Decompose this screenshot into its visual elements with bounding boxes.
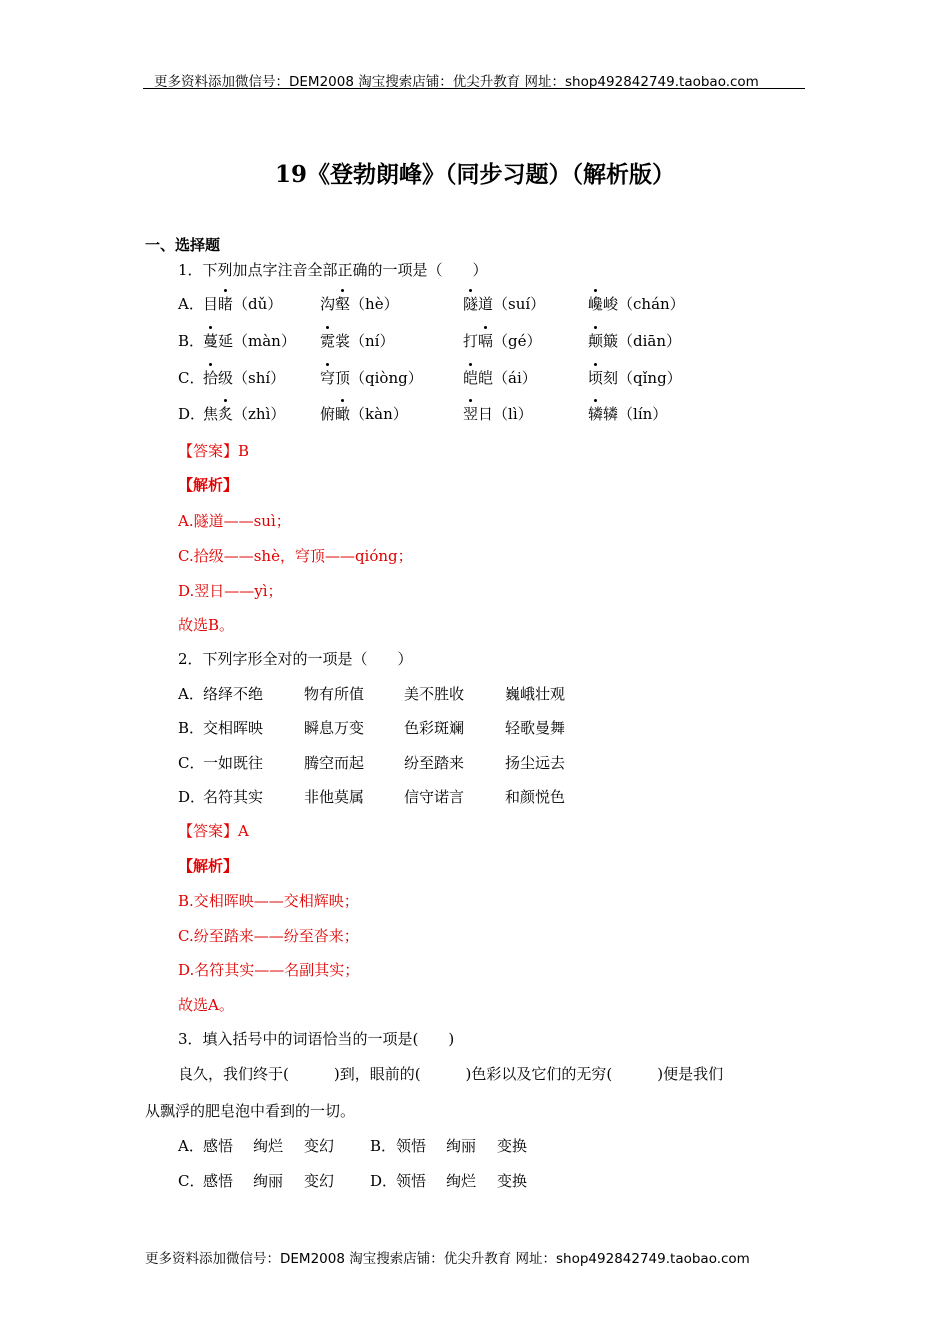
q2-option-item: 和颜悦色: [505, 788, 566, 806]
page-title: 19《登勃朗峰》（同步习题）（解析版）: [274, 161, 675, 188]
emphasis-dot-char: 瞰: [335, 405, 351, 423]
q1-option-item: 蔓延（màn）: [203, 332, 296, 350]
q2-stem: 2．下列字形全对的一项是（ ）: [178, 650, 413, 668]
q1-analysis-line: A.隧道——suì；: [178, 512, 291, 530]
q3-option-item: 感悟: [203, 1172, 234, 1190]
q1-option-label: B．: [178, 332, 205, 350]
emphasis-dot-char: 颠: [588, 332, 604, 350]
q1-option-item: 沟壑（hè）: [320, 295, 399, 313]
q1-conclusion: 故选B。: [178, 616, 235, 634]
q3-option-item: 绚烂: [446, 1172, 477, 1190]
q1-analysis-line: C.拾级——shè，穹顶——qióng；: [178, 547, 413, 565]
q2-option-item: 扬尘远去: [505, 754, 566, 772]
q2-option-label: A．: [178, 685, 204, 703]
q2-analysis-line: D.名符其实——名副其实；: [178, 961, 360, 979]
q3-option-item: 绚丽: [253, 1172, 284, 1190]
q2-option-label: B．: [178, 719, 205, 737]
q1-option-item: 霓裳（ní）: [320, 332, 395, 350]
q2-option-item: 络绎不绝: [203, 685, 264, 703]
q1-option-item: 俯瞰（kàn）: [320, 405, 408, 423]
q2-option-item: 轻歌曼舞: [505, 719, 566, 737]
emphasis-dot-char: 穹: [320, 369, 336, 387]
section-title: 一、选择题: [145, 236, 221, 254]
emphasis-dot-char: 巉: [588, 295, 604, 313]
q3-passage-line: 良久，我们终于( )到，眼前的( )色彩以及它们的无穷( )便是我们: [178, 1065, 724, 1083]
q2-option-item: 名符其实: [203, 788, 264, 806]
emphasis-dot-char: 皑: [463, 369, 479, 387]
q2-analysis-label: 【解析】: [178, 857, 239, 875]
emphasis-dot-char: 嗝: [478, 332, 494, 350]
q3-option-label: C．: [178, 1172, 205, 1190]
q3-option-item: 变换: [497, 1137, 528, 1155]
header-rule: [143, 88, 805, 89]
q2-analysis-line: C.纷至踏来——纷至沓来；: [178, 927, 359, 945]
q1-analysis-line: D.翌日——yì；: [178, 582, 283, 600]
page-footer: 更多资料添加微信号：DEM2008 淘宝搜索店铺：优尖升教育 网址：shop492842749.taobao.com: [145, 1251, 750, 1267]
emphasis-dot-char: 隧: [463, 295, 479, 313]
emphasis-dot-char: 壑: [335, 295, 351, 313]
q2-option-item: 物有所值: [304, 685, 365, 703]
q1-option-label: D．: [178, 405, 206, 423]
q3-option-item: 变幻: [304, 1137, 335, 1155]
q3-stem: 3．填入括号中的词语恰当的一项是( ): [178, 1030, 455, 1048]
q1-analysis-label: 【解析】: [178, 476, 239, 494]
q2-option-item: 美不胜收: [404, 685, 465, 703]
q1-option-item: 皑皑（ái）: [463, 369, 537, 387]
q1-option-item: 目睹（dǔ）: [203, 295, 283, 313]
q3-option-label: A．: [178, 1137, 204, 1155]
q1-option-item: 颠簸（diān）: [588, 332, 682, 350]
q1-option-item: 巉峻（chán）: [588, 295, 685, 313]
q1-option-item: 翌日（lì）: [463, 405, 533, 423]
q3-option-item: 领悟: [396, 1137, 427, 1155]
q1-stem: 1．下列加点字注音全部正确的一项是（ ）: [178, 261, 488, 279]
q2-option-item: 瞬息万变: [304, 719, 365, 737]
emphasis-dot-char: 蔓: [203, 332, 219, 350]
q2-conclusion: 故选A。: [178, 996, 234, 1014]
q1-option-item: 拾级（shí）: [203, 369, 286, 387]
q3-option-item: 绚烂: [253, 1137, 284, 1155]
emphasis-dot-char: 炙: [218, 405, 234, 423]
q1-option-item: 打嗝（gé）: [463, 332, 542, 350]
q3-option-item: 变幻: [304, 1172, 335, 1190]
q3-option-item: 感悟: [203, 1137, 234, 1155]
q2-option-label: D．: [178, 788, 206, 806]
q1-option-item: 顷刻（qǐng）: [588, 369, 682, 387]
emphasis-dot-char: 顷: [588, 369, 604, 387]
q2-option-item: 巍峨壮观: [505, 685, 566, 703]
q2-option-item: 纷至踏来: [404, 754, 465, 772]
q3-option-label: B．: [370, 1137, 397, 1155]
emphasis-dot-char: 辚: [588, 405, 604, 423]
emphasis-dot-char: 霓: [320, 332, 336, 350]
q1-option-item: 辚辚（lín）: [588, 405, 668, 423]
q2-option-item: 一如既往: [203, 754, 264, 772]
q2-option-label: C．: [178, 754, 205, 772]
emphasis-dot-char: 翌: [463, 405, 479, 423]
emphasis-dot-char: 睹: [218, 295, 234, 313]
q3-option-label: D．: [370, 1172, 398, 1190]
q2-option-item: 交相晖映: [203, 719, 264, 737]
q2-analysis-line: B.交相晖映——交相辉映；: [178, 892, 359, 910]
q1-option-label: A．: [178, 295, 204, 313]
q1-option-label: C．: [178, 369, 205, 387]
emphasis-dot-char: 拾: [203, 369, 219, 387]
q2-option-item: 非他莫属: [304, 788, 365, 806]
q3-option-item: 变换: [497, 1172, 528, 1190]
q1-option-item: 隧道（suí）: [463, 295, 546, 313]
q1-answer: 【答案】B: [178, 442, 250, 460]
q2-option-item: 腾空而起: [304, 754, 365, 772]
q3-option-item: 绚丽: [446, 1137, 477, 1155]
q1-option-item: 焦炙（zhì）: [203, 405, 286, 423]
q2-answer: 【答案】A: [178, 822, 249, 840]
q1-option-item: 穹顶（qiòng）: [320, 369, 423, 387]
q2-option-item: 色彩斑斓: [404, 719, 465, 737]
q3-passage-line: 从飘浮的肥皂泡中看到的一切。: [145, 1102, 356, 1120]
page-header: 更多资料添加微信号：DEM2008 淘宝搜索店铺：优尖升教育 网址：shop492842749.taobao.com: [154, 74, 759, 90]
q3-option-item: 领悟: [396, 1172, 427, 1190]
q2-option-item: 信守诺言: [404, 788, 465, 806]
